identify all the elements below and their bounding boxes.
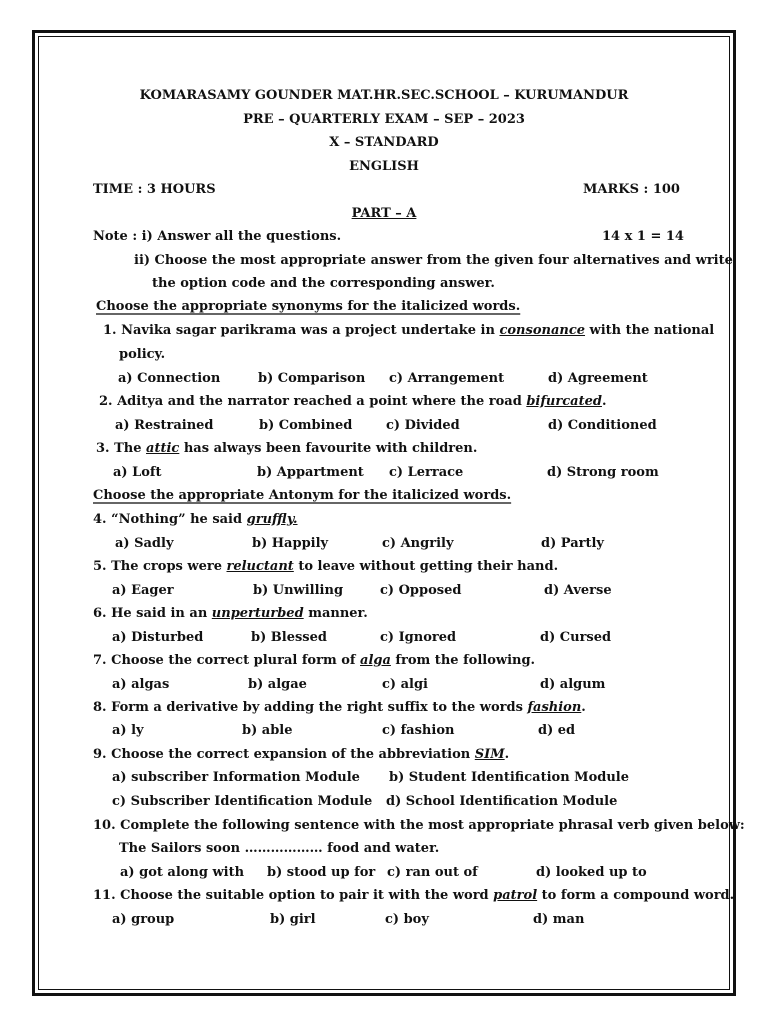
q10-option-b: b) stood up for bbox=[267, 865, 376, 880]
q7-option-b: b) algae bbox=[248, 677, 307, 692]
q9-option-c: c) Subscriber Identification Module bbox=[112, 794, 373, 809]
note-line-1: Note : i) Answer all the questions. bbox=[93, 229, 342, 244]
q4-option-b: b) Happily bbox=[252, 536, 329, 551]
q1-option-b: b) Comparison bbox=[258, 371, 366, 386]
q6-option-c: c) Ignored bbox=[380, 630, 457, 645]
q3-option-c: c) Lerrace bbox=[389, 465, 464, 480]
question-3: 3. The attic has always been favourite with children. bbox=[96, 441, 478, 456]
q9-option-b: b) Student Identification Module bbox=[389, 770, 629, 785]
q4-option-a: a) Sadly bbox=[115, 536, 174, 551]
q11-option-d: d) man bbox=[533, 912, 585, 927]
q5-option-b: b) Unwilling bbox=[253, 583, 344, 598]
total-marks: MARKS : 100 bbox=[583, 182, 680, 197]
q7-option-d: d) algum bbox=[540, 677, 606, 692]
q3-option-d: d) Strong room bbox=[547, 465, 659, 480]
q1-option-d: d) Agreement bbox=[548, 371, 648, 386]
section-heading-antonyms: Choose the appropriate Antonym for the italicized words. bbox=[93, 488, 512, 503]
question-7: 7. Choose the correct plural form of alga from the following. bbox=[93, 653, 536, 668]
q7-option-c: c) algi bbox=[382, 677, 428, 692]
school-name: KOMARASAMY GOUNDER MAT.HR.SEC.SCHOOL – KURUMANDUR bbox=[139, 88, 629, 103]
note-marks: 14 x 1 = 14 bbox=[602, 229, 684, 244]
question-5: 5. The crops were reluctant to leave without getting their hand. bbox=[93, 559, 559, 574]
q1-option-a: a) Connection bbox=[118, 371, 221, 386]
question-8: 8. Form a derivative by adding the right suffix to the words fashion. bbox=[93, 700, 586, 715]
q2-option-d: d) Conditioned bbox=[548, 418, 657, 433]
part-title: PART – A bbox=[351, 206, 417, 221]
question-9: 9. Choose the correct expansion of the abbreviation SIM. bbox=[93, 747, 510, 762]
q1-option-c: c) Arrangement bbox=[389, 371, 505, 386]
q6-option-d: d) Cursed bbox=[540, 630, 612, 645]
standard: X – STANDARD bbox=[329, 135, 439, 150]
question-11: 11. Choose the suitable option to pair it with the word patrol to form a compound word. bbox=[93, 888, 735, 903]
q4-option-d: d) Partly bbox=[541, 536, 604, 551]
q11-option-c: c) boy bbox=[385, 912, 429, 927]
note-line-3: the option code and the corresponding answer. bbox=[152, 276, 495, 291]
q8-option-b: b) able bbox=[242, 723, 293, 738]
q11-option-b: b) girl bbox=[270, 912, 316, 927]
question-10-sentence: The Sailors soon ……………… food and water. bbox=[119, 841, 440, 856]
exam-time: TIME : 3 HOURS bbox=[93, 182, 216, 197]
q8-option-a: a) ly bbox=[112, 723, 144, 738]
q3-option-b: b) Appartment bbox=[257, 465, 364, 480]
q10-option-a: a) got along with bbox=[120, 865, 245, 880]
q3-option-a: a) Loft bbox=[113, 465, 162, 480]
subject: ENGLISH bbox=[349, 159, 419, 174]
question-4: 4. “Nothing” he said gruffly. bbox=[93, 512, 298, 527]
q7-option-a: a) algas bbox=[112, 677, 170, 692]
exam-title: PRE – QUARTERLY EXAM – SEP – 2023 bbox=[243, 112, 525, 127]
q6-option-b: b) Blessed bbox=[251, 630, 327, 645]
question-6: 6. He said in an unperturbed manner. bbox=[93, 606, 368, 621]
q5-option-d: d) Averse bbox=[544, 583, 612, 598]
q4-option-c: c) Angrily bbox=[382, 536, 454, 551]
q5-option-c: c) Opposed bbox=[380, 583, 462, 598]
q8-option-c: c) fashion bbox=[382, 723, 455, 738]
section-heading-synonyms: Choose the appropriate synonyms for the italicized words. bbox=[96, 299, 521, 314]
q2-option-c: c) Divided bbox=[386, 418, 460, 433]
q11-option-a: a) group bbox=[112, 912, 175, 927]
q9-option-d: d) School Identification Module bbox=[386, 794, 618, 809]
q6-option-a: a) Disturbed bbox=[112, 630, 204, 645]
q10-option-d: d) looked up to bbox=[536, 865, 647, 880]
q2-option-a: a) Restrained bbox=[115, 418, 214, 433]
q2-option-b: b) Combined bbox=[259, 418, 353, 433]
question-2: 2. Aditya and the narrator reached a point where the road bifurcated. bbox=[99, 394, 607, 409]
note-line-2: ii) Choose the most appropriate answer from the given four alternatives and write bbox=[134, 253, 733, 268]
q9-option-a: a) subscriber Information Module bbox=[112, 770, 360, 785]
q5-option-a: a) Eager bbox=[112, 583, 174, 598]
question-1-continued: policy. bbox=[119, 347, 166, 362]
q10-option-c: c) ran out of bbox=[387, 865, 478, 880]
question-1: 1. Navika sagar parikrama was a project undertake in consonance with the national bbox=[103, 323, 715, 338]
q8-option-d: d) ed bbox=[538, 723, 576, 738]
question-10: 10. Complete the following sentence with the most appropriate phrasal verb given below: bbox=[93, 818, 745, 833]
